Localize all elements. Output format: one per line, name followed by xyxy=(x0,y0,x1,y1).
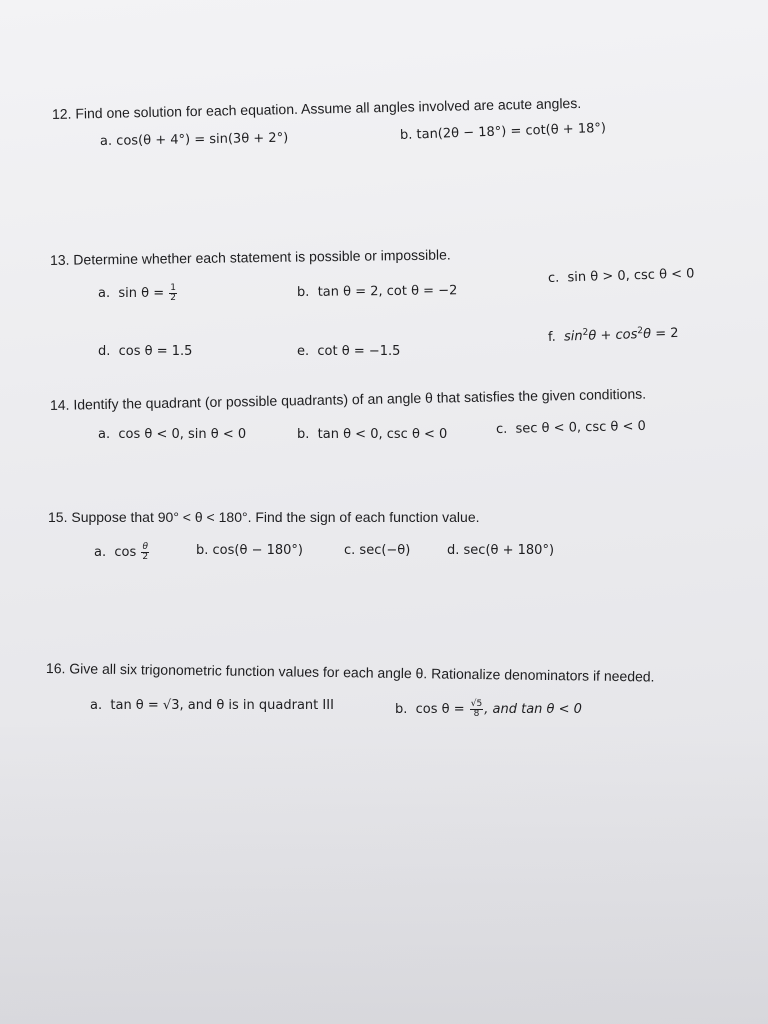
q15-a-numerator: θ xyxy=(142,542,149,552)
q13-part-e xyxy=(297,344,400,359)
q14-c-conditions: sec θ < 0, csc θ < 0 xyxy=(515,418,646,437)
q15-b-label: b. xyxy=(196,543,209,558)
q13-f-cos: cos xyxy=(615,327,638,343)
q13-b-label: b. xyxy=(296,284,310,300)
q13-c-statement: sin θ > 0, csc θ < 0 xyxy=(567,266,695,286)
q13-f-theta-1: θ xyxy=(588,328,597,344)
q15-a-label: a. xyxy=(94,545,107,560)
q16-part-a xyxy=(90,698,334,713)
q13-part-b xyxy=(297,283,457,300)
q13-f-theta-2: θ xyxy=(642,326,652,343)
q13-part-a xyxy=(98,284,178,303)
q15-c-expression: sec(−θ) xyxy=(359,543,411,558)
q13-c-label: c. xyxy=(547,270,560,286)
q15-a-function: cos xyxy=(114,545,137,560)
q12-part-b xyxy=(400,121,606,143)
q14-heading: 14. Identify the quadrant (or possible quadrants) of an angle θ that satisfies the given conditions. xyxy=(49,385,647,413)
q14-a-label: a. xyxy=(98,427,111,442)
q15-d-expression: sec(θ + 180°) xyxy=(463,543,555,558)
q13-a-denominator: 2 xyxy=(170,293,176,303)
q12-a-label: a. xyxy=(99,133,113,149)
q13-d-statement: cos θ = 1.5 xyxy=(118,344,193,359)
q13-a-label: a. xyxy=(98,286,111,301)
q16-b-numerator: √5 xyxy=(470,699,483,709)
q16-b-fraction xyxy=(470,700,483,719)
q12-b-label: b. xyxy=(399,127,413,143)
q16-a-label: a. xyxy=(90,698,103,713)
q15-part-b xyxy=(196,543,303,558)
q12-heading: 12. Find one solution for each equation. Assume all angles involved are acute angles. xyxy=(51,94,582,122)
q14-part-b xyxy=(297,427,447,442)
q13-part-d xyxy=(98,344,192,359)
q16-part-b xyxy=(395,700,582,719)
q13-f-plus: + xyxy=(596,327,616,344)
q14-b-label: b. xyxy=(297,427,310,442)
q14-b-conditions: tan θ < 0, csc θ < 0 xyxy=(317,427,448,442)
q16-heading: 16. Give all six trigonometric function values for each angle θ. Rationalize denominators if needed. xyxy=(45,660,655,685)
q13-part-f xyxy=(548,325,679,345)
q13-a-fraction xyxy=(169,284,177,303)
q15-part-a xyxy=(94,543,150,562)
q15-part-d xyxy=(447,543,554,558)
q16-b-label: b. xyxy=(395,702,408,717)
q13-b-statement: tan θ = 2, cot θ = −2 xyxy=(317,283,458,300)
q13-e-statement: cot θ = −1.5 xyxy=(317,344,401,359)
q15-b-expression: cos(θ − 180°) xyxy=(212,543,303,558)
q13-f-sin: sin xyxy=(563,328,583,345)
q15-part-c xyxy=(344,543,410,558)
q13-heading: 13. Determine whether each statement is possible or impossible. xyxy=(49,246,451,268)
q13-f-cos-exponent: 2 xyxy=(637,326,644,337)
q12-part-a xyxy=(100,131,288,149)
q15-a-fraction xyxy=(141,543,149,562)
q16-b-lhs: cos θ = xyxy=(415,702,465,717)
q13-f-sin-exponent: 2 xyxy=(582,327,589,338)
q12-a-equation: cos(θ + 4°) = sin(3θ + 2°) xyxy=(116,130,289,149)
q14-part-c xyxy=(496,419,646,437)
q13-part-c xyxy=(548,266,695,286)
q14-c-label: c. xyxy=(495,421,508,437)
q15-c-label: c. xyxy=(344,543,356,558)
q16-b-condition: , and tan θ < 0 xyxy=(484,702,582,717)
q14-a-conditions: cos θ < 0, sin θ < 0 xyxy=(118,427,247,442)
q15-d-label: d. xyxy=(447,543,460,558)
q12-b-equation: tan(2θ − 18°) = cot(θ + 18°) xyxy=(416,120,607,143)
q14-part-a xyxy=(98,427,246,442)
q16-a-condition: tan θ = √3, and θ is in quadrant III xyxy=(110,698,334,713)
q13-f-rhs: = 2 xyxy=(650,325,679,342)
q13-a-lhs: sin θ = xyxy=(118,286,165,301)
q13-e-label: e. xyxy=(297,344,310,359)
q15-a-denominator: 2 xyxy=(142,552,149,562)
q15-heading: 15. Suppose that 90° < θ < 180°. Find the sign of each function value. xyxy=(48,509,480,525)
q13-a-numerator: 1 xyxy=(170,283,176,293)
q13-f-label: f. xyxy=(547,329,557,345)
q13-d-label: d. xyxy=(98,344,111,359)
q16-b-denominator: 8 xyxy=(473,709,480,719)
